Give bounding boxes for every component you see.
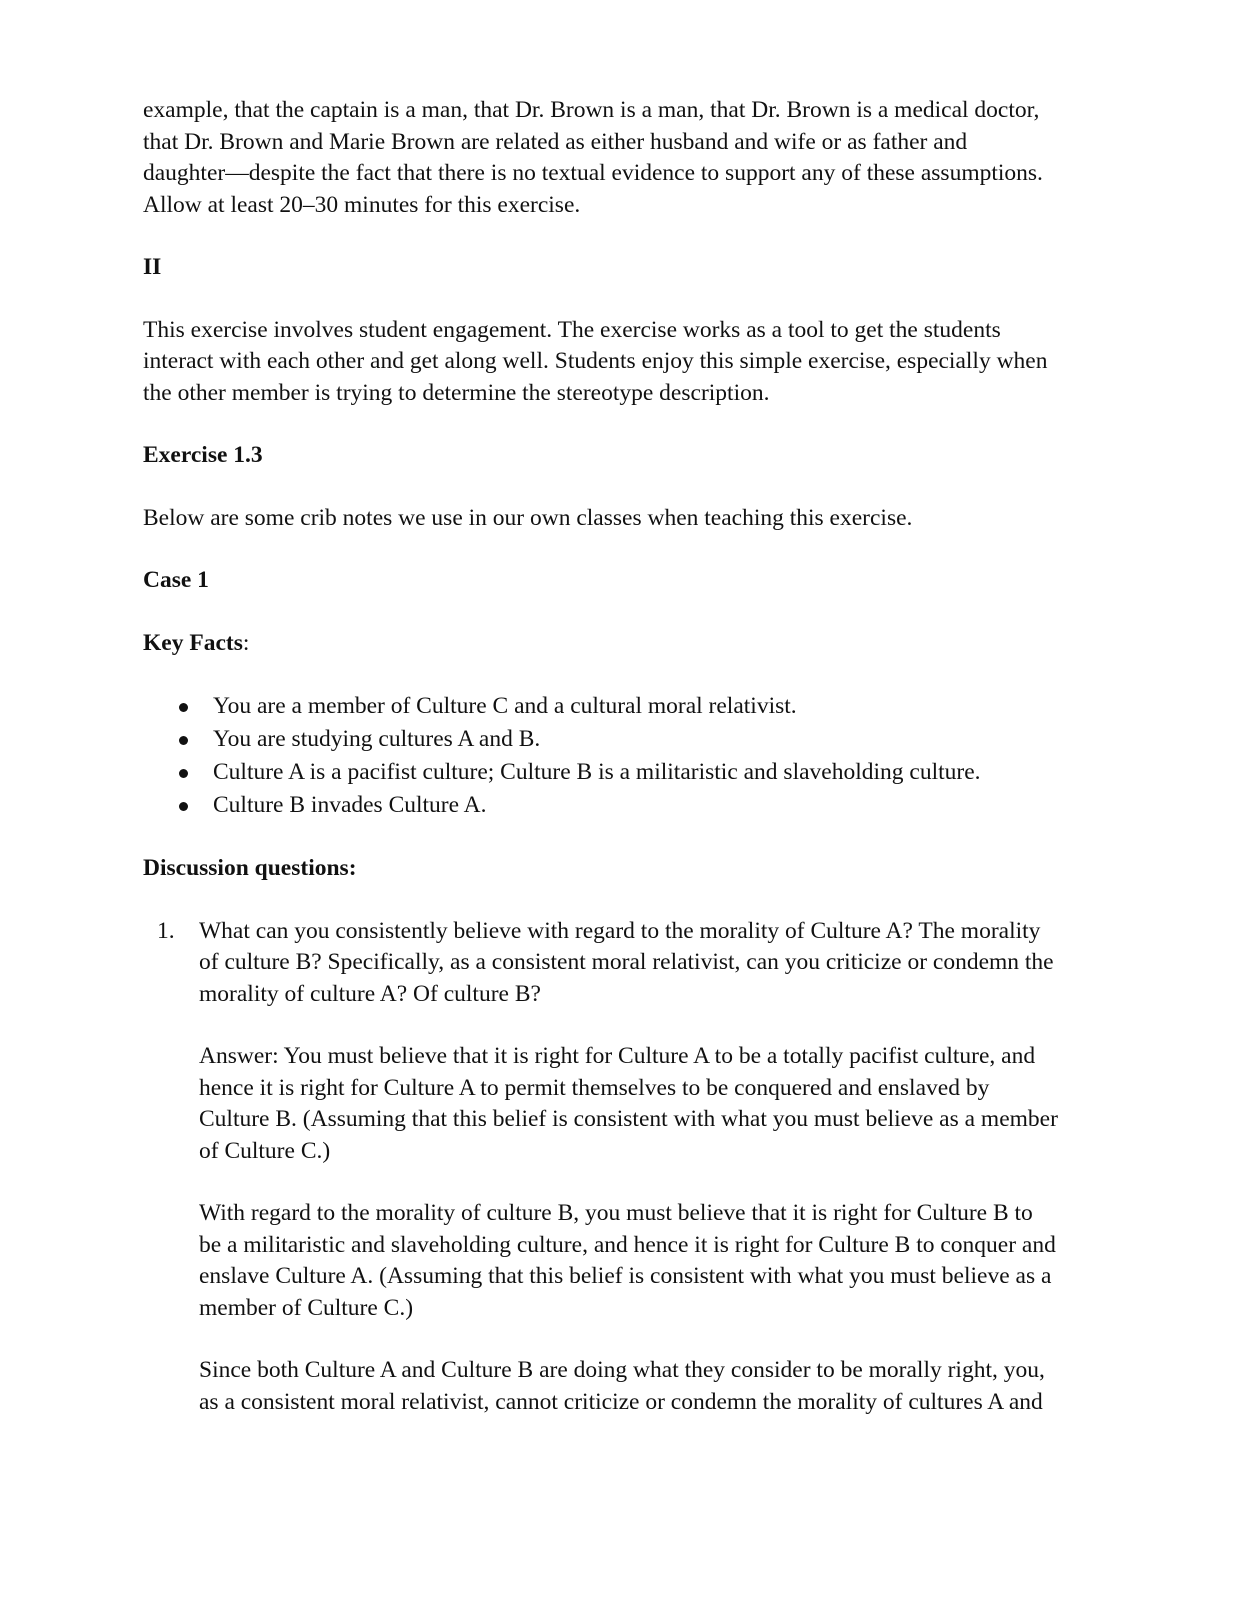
- list-item-text: You are a member of Culture C and a cultural moral relativist.: [213, 693, 797, 719]
- culture-b-paragraph: [199, 1198, 1069, 1324]
- intro-paragraph: [143, 95, 1083, 221]
- case-heading: Case 1: [143, 567, 209, 593]
- conclusion-paragraph: [199, 1355, 1069, 1418]
- text-line: Answer: You must believe that it is right for Culture A to be a totally pacifist culture, and: [199, 1043, 1036, 1069]
- list-item: [143, 789, 1083, 822]
- exercise-heading: Exercise 1.3: [143, 442, 263, 468]
- key-facts-label-text: Key Facts: [143, 629, 243, 656]
- text-line: enslave Culture A. (Assuming that this belief is consistent with what you must believe as a: [199, 1263, 1052, 1289]
- discussion-heading: Discussion questions:: [143, 855, 357, 881]
- text-line: hence it is right for Culture A to permit themselves to be conquered and enslaved by: [199, 1074, 990, 1101]
- list-item-text: Culture B invades Culture A.: [213, 792, 487, 818]
- answer-paragraph: [199, 1041, 1069, 1167]
- text-line: With regard to the morality of culture B, you must believe that it is right for Culture B to: [199, 1200, 1033, 1226]
- bullet-icon: [179, 802, 188, 811]
- text-line: of culture B? Specifically, as a consistent moral relativist, can you criticize or condemn the: [199, 949, 1054, 975]
- text-line: be a militaristic and slaveholding culture, and hence it is right for Culture B to conquer and: [199, 1231, 1056, 1258]
- text-line: morality of culture A? Of culture B?: [199, 980, 541, 1007]
- list-item: [143, 723, 1083, 756]
- text-line: daughter—despite the fact that there is no textual evidence to support any of these assumptions.: [143, 160, 1043, 186]
- key-facts-list: [143, 690, 1083, 822]
- text-line: Culture B. (Assuming that this belief is consistent with what you must believe as a member: [199, 1106, 1058, 1132]
- text-line: example, that the captain is a man, that Dr. Brown is a man, that Dr. Brown is a medical doctor,: [143, 97, 1040, 123]
- bullet-icon: [179, 703, 188, 712]
- text-line: member of Culture C.): [199, 1294, 414, 1321]
- text-line: of Culture C.): [199, 1137, 331, 1164]
- list-item-text: Culture A is a pacifist culture; Culture B is a militaristic and slaveholding culture.: [213, 759, 981, 785]
- text-line: interact with each other and get along well. Students enjoy this simple exercise, especially when: [143, 348, 1048, 374]
- question-1: [143, 916, 1069, 1419]
- section-ii-paragraph: [143, 315, 1083, 410]
- key-facts-label: [143, 628, 1083, 660]
- key-facts-colon: :: [242, 629, 250, 656]
- text-line: This exercise involves student engagement. The exercise works as a tool to get the students: [143, 316, 1001, 343]
- list-item-text: You are studying cultures A and B.: [213, 726, 541, 752]
- bullet-icon: [179, 769, 188, 778]
- text-line: that Dr. Brown and Marie Brown are related as either husband and wife or as father and: [143, 128, 968, 155]
- list-item: [143, 690, 1083, 723]
- text-line: as a consistent moral relativist, cannot criticize or condemn the morality of cultures A and: [199, 1388, 1043, 1415]
- text-line: the other member is trying to determine the stereotype description.: [143, 379, 770, 406]
- text-line: Allow at least 20–30 minutes for this exercise.: [143, 191, 581, 218]
- document-page: [143, 95, 1083, 1449]
- exercise-intro: Below are some crib notes we use in our own classes when teaching this exercise.: [143, 504, 913, 531]
- question-text: [199, 916, 1069, 1011]
- list-item: [143, 756, 1083, 789]
- text-line: Since both Culture A and Culture B are doing what they consider to be morally right, you,: [199, 1357, 1045, 1383]
- text-line: What can you consistently believe with regard to the morality of Culture A? The morality: [199, 917, 1041, 944]
- question-number: 1.: [157, 917, 175, 944]
- bullet-icon: [179, 736, 188, 745]
- section-ii-heading: II: [143, 254, 162, 280]
